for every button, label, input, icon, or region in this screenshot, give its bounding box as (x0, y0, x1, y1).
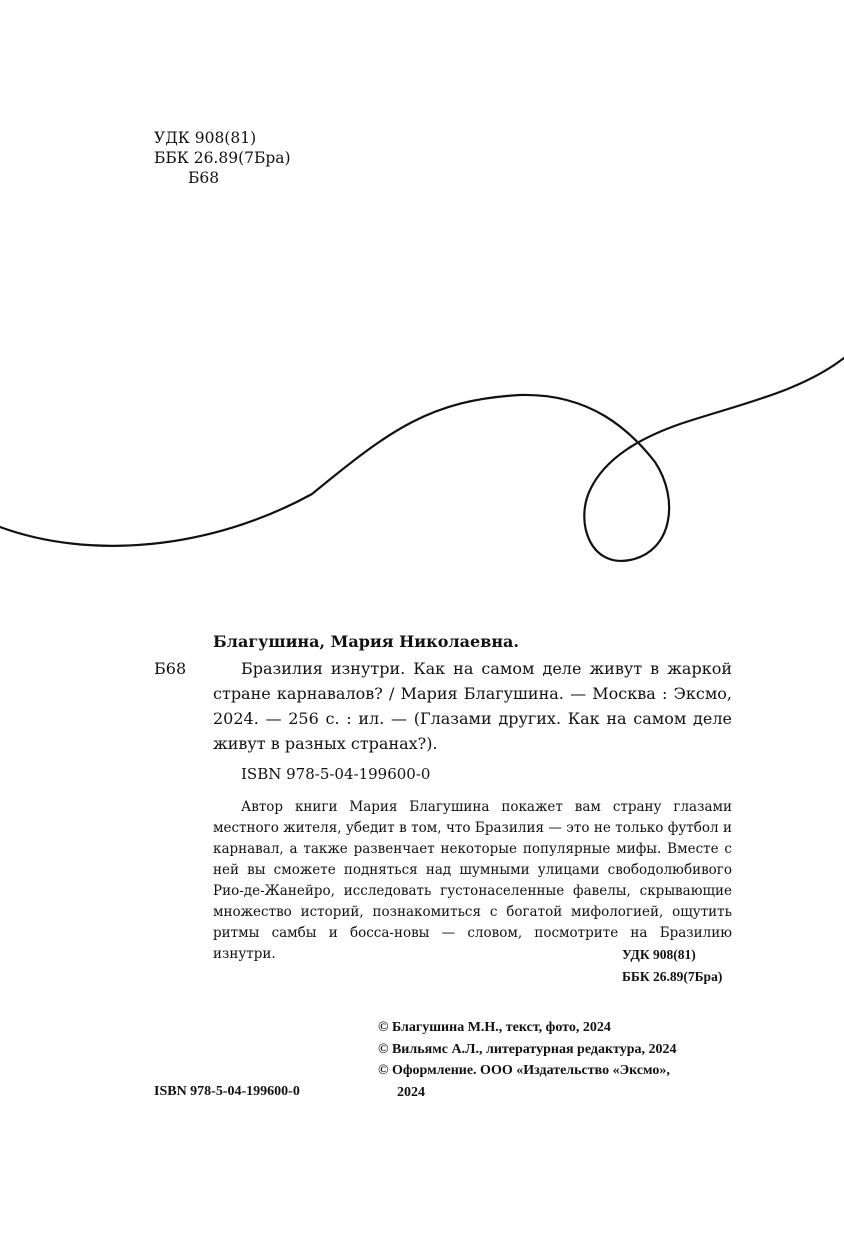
udk-code: УДК 908(81) (154, 129, 257, 147)
copyright-design-year: 2024 (397, 1084, 425, 1100)
swirl-line-path (0, 358, 844, 561)
copyright-editing: © Вильямс А.Л., литературная редактура, 2024 (378, 1041, 677, 1057)
isbn-bottom: ISBN 978-5-04-199600-0 (154, 1084, 300, 1099)
catalog-author-sign: Б68 (154, 659, 187, 678)
isbn-main: ISBN 978-5-04-199600-0 (241, 765, 431, 783)
bibliographic-description: Бразилия изнутри. Как на самом деле живут в жаркой стране карнавалов? / Мария Благушина. — Москва : Эксмо, 2024. — 256 с. : ил. — (Глазами других. Как на самом деле живут в разных странах?). (213, 659, 732, 753)
catalog-bbk: ББК 26.89(7Бра) (622, 968, 723, 984)
annotation: Автор книги Мария Благушина покажет вам страну глазами местного жителя, убедит в том, что Бразилия — это не только футбол и карнавал, а также развенчает некоторые популярные мифы. Вместе с ней вы сможете подняться над шумными улицами свободолюбивого Рио-де-Жанейро, исследовать густонаселенные фавелы, скрывающие множество историй, познакомиться с богатой мифологией, ощутить ритмы самбы и босса-новы — словом, посмотрите на Бразилию изнутри. (213, 799, 732, 962)
catalog-udk: УДК 908(81) (622, 947, 696, 962)
copyright-design: © Оформление. ООО «Издательство «Эксмо», (378, 1063, 670, 1078)
copyright-text: © Благушина М.Н., текст, фото, 2024 (378, 1020, 611, 1035)
catalog-classification (524, 944, 732, 987)
author-sign: Б68 (188, 169, 220, 187)
bbk-code: ББК 26.89(7Бра) (154, 149, 291, 167)
author-heading: Благушина, Мария Николаевна. (213, 632, 519, 651)
copyright-block (378, 1017, 738, 1103)
